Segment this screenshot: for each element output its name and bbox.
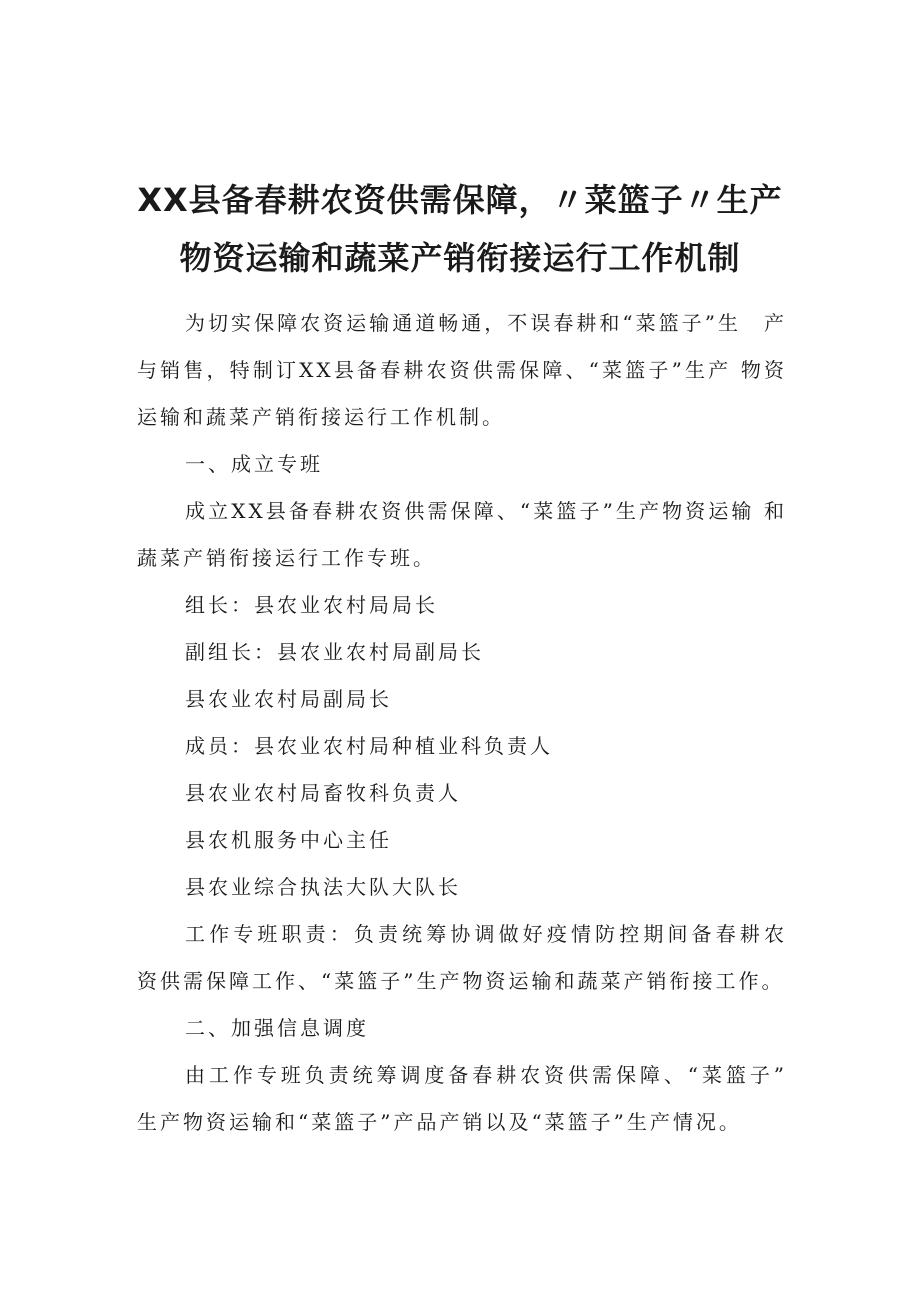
document-title-line-1: XX县备春耕农资供需保障，〃菜篮子〃生产 (137, 181, 783, 219)
section-heading-2: 二、加强信息调度 (185, 1016, 369, 1040)
team-duties-paragraph: 工作专班职责：负责统筹协调做好疫情防控期间备春耕农 资供需保障工作、“菜篮子”生产物资运输和蔬菜产销衔接工作。 (137, 922, 787, 993)
member-line-3: 县农机服务中心主任 (185, 828, 392, 852)
section-2-paragraph: 由工作专班负责统筹调度备春耕农资供需保障、“菜篮子” 生产物资运输和“菜篮子”产品产销以及“菜篮子”生产情况。 (137, 1063, 787, 1134)
deputy-leader-line-2: 县农业农村局副局长 (185, 687, 392, 711)
intro-paragraph: 为切实保障农资运输通道畅通，不误春耕和“菜篮子”生 产与销售，特制订XX县备春耕农资供需保障、“菜篮子”生产 物资运输和蔬菜产销衔接运行工作机制。 (137, 311, 787, 429)
team-leader-line: 组长：县农业农村局局长 (185, 593, 438, 617)
document-title-line-2: 物资运输和蔬菜产销衔接运行工作机制 (179, 239, 741, 277)
member-line-1: 成员：县农业农村局种植业科负责人 (185, 734, 553, 758)
member-line-2: 县农业农村局畜牧科负责人 (185, 781, 461, 805)
section-1-paragraph: 成立XX县备春耕农资供需保障、“菜篮子”生产物资运输 和蔬菜产销衔接运行工作专班。 (137, 499, 787, 570)
deputy-leader-line: 副组长：县农业农村局副局长 (185, 640, 484, 664)
section-heading-1: 一、成立专班 (185, 452, 323, 476)
member-line-4: 县农业综合执法大队大队长 (185, 875, 461, 899)
